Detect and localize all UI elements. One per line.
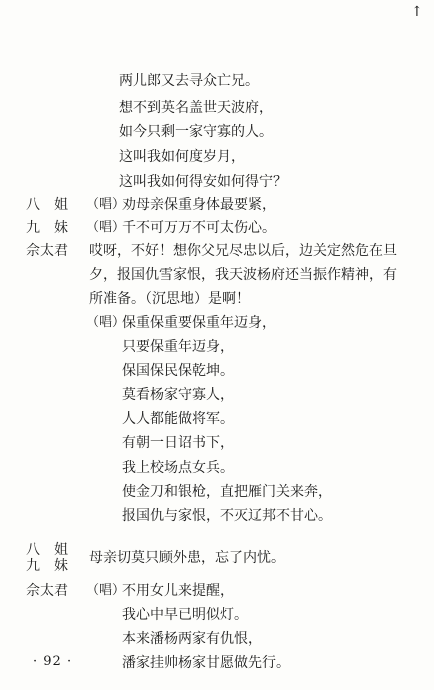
verse-line: 如今只剩一家守寡的人。 [119, 124, 273, 140]
verse-line: 不用女儿来提醒， [122, 583, 234, 599]
dialogue-line: 夕，报国仇雪家恨，我天波杨府还当振作精神，有 [89, 267, 397, 283]
dialogue-line: 母亲切莫只顾外患，忘了内忧。 [89, 550, 285, 566]
speaker-she-taijun: 佘太君 [26, 243, 68, 259]
dialogue-line: 所准备。（沉思地）是啊！ [89, 291, 250, 307]
verse-line: 我心中早已明似灯。 [122, 607, 248, 623]
speaker-jiu-mei: 九 妹 [26, 558, 68, 574]
dialogue-line: 哎呀，不好！想你父兄尽忠以后，边关定然危在旦 [89, 243, 397, 259]
verse-line: 想不到英名盖世天波府， [119, 100, 273, 116]
stage-tag: （唱） [86, 220, 126, 235]
verse-line: 两儿郎又去寻众亡兄。 [119, 73, 259, 89]
page-number: · 92 · [33, 654, 73, 669]
stage-tag: （唱） [86, 197, 126, 212]
verse-line: 本来潘杨两家有仇恨， [122, 631, 262, 647]
verse-line: 使金刀和银枪，直把雁门关来奔， [122, 484, 332, 500]
verse-line: 潘家挂帅杨家甘愿做先行。 [122, 655, 290, 671]
speaker-she-taijun: 佘太君 [26, 583, 68, 599]
dialogue-line: 千不可万万不可太伤心。 [122, 220, 276, 236]
dialogue-line: 劝母亲保重身体最要紧， [122, 197, 276, 213]
verse-line: 人人都能做将军。 [122, 411, 234, 427]
verse-line: 莫看杨家守寡人， [122, 387, 234, 403]
verse-line: 只要保重年迈身， [122, 339, 234, 355]
verse-line: 有朝一日诏书下， [122, 435, 234, 451]
stage-tag: （唱） [86, 315, 126, 330]
corner-mark: ↑ [411, 4, 423, 20]
speaker-ba-jie: 八 姐 [26, 197, 68, 213]
speaker-jiu-mei: 九 妹 [26, 220, 68, 236]
stage-tag: （唱） [86, 583, 126, 598]
verse-line: 我上校场点女兵。 [122, 460, 234, 476]
verse-line: 保重保重要保重年迈身， [122, 315, 276, 331]
verse-line: 保国保民保乾坤。 [122, 363, 234, 379]
verse-line: 这叫我如何度岁月， [119, 149, 245, 165]
verse-line: 这叫我如何得安如何得宁？ [119, 174, 287, 190]
speaker-ba-jie: 八 姐 [26, 542, 68, 558]
verse-line: 报国仇与家恨，不灭辽邦不甘心。 [122, 508, 332, 524]
